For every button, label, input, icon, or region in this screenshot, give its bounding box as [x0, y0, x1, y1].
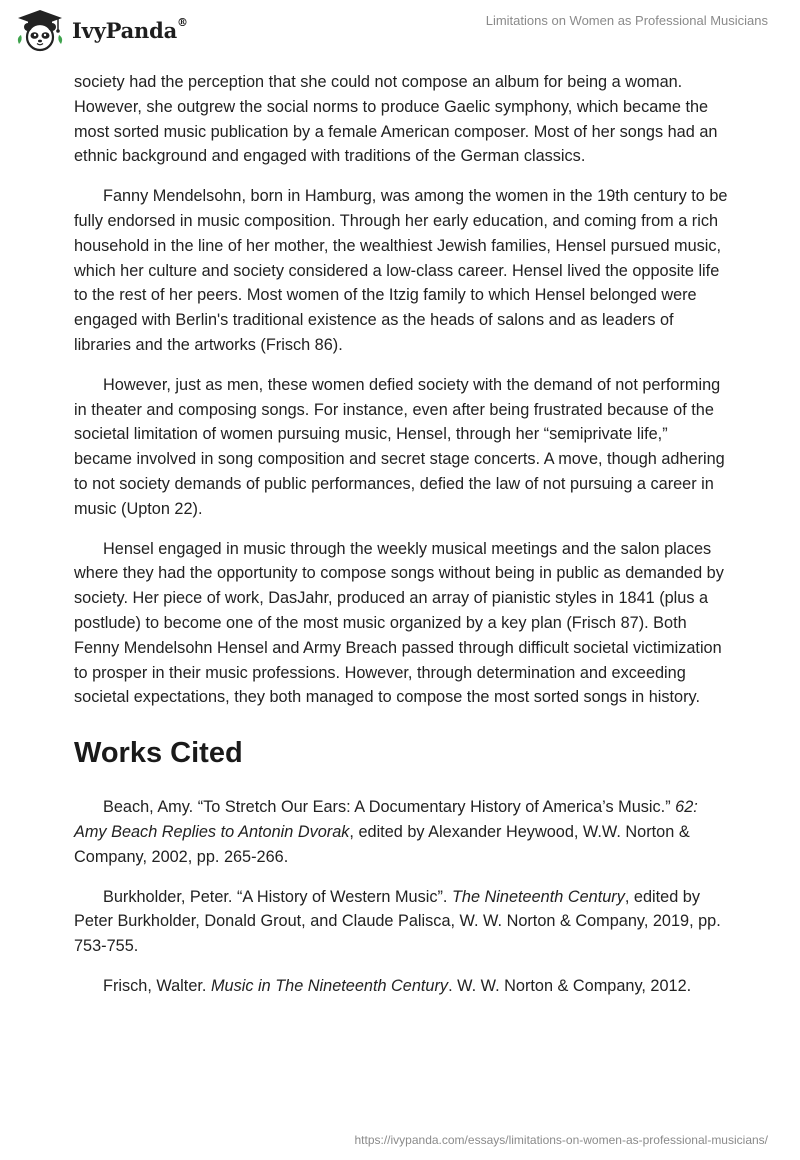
citation-text: , edited by Peter Burkholder, Donald Grout, and Claude Palisca, W. W. Norton & Company, 2019, pp. 753-755. — [74, 887, 721, 956]
citation-text: Burkholder, Peter. “A History of Western Music”. — [103, 887, 452, 906]
body-paragraph: society had the perception that she could not compose an album for being a woman. However, she outgrew the social norms to produce Gaelic symphony, which became the most sorted music publication by a female American composer. Most of her songs had an ethnic background and engaged with traditions of the German classics. — [74, 73, 718, 166]
citation-title: Music in The Nineteenth Century — [210, 976, 449, 995]
body-paragraph: However, just as men, these women defied society with the demand of not performing in theater and composing songs. For instance, even after being frustrated because of the societal limitation of women pursuing music, Hensel, through her “semiprivate life,” became involved in song composition and secret stage concerts. A move, though adhering to not society demands of public performances, defied the law of not pursuing a career in music (Upton 22). — [74, 375, 725, 518]
source-url[interactable]: https://ivypanda.com/essays/limitations-on-women-as-professional-musicians/ — [354, 1133, 768, 1147]
citation-text: Beach, Amy. “To Stretch Our Ears: A Documentary History of America’s Music.” — [103, 798, 676, 817]
page-header — [0, 0, 800, 62]
panda-graduate-icon — [14, 8, 66, 52]
essay-content — [74, 70, 730, 1014]
citation-text: , edited by Alexander Heywood, W.W. Norton & Company, 2002, pp. 265-266. — [74, 822, 690, 866]
citation-entry — [74, 885, 730, 959]
document-title: Limitations on Women as Professional Musicians — [485, 13, 768, 28]
citation-entry — [74, 795, 730, 869]
citation-text: . W. W. Norton & Company, 2012. — [448, 976, 692, 995]
works-cited-heading: Works Cited — [74, 737, 243, 770]
body-paragraph: Hensel engaged in music through the weekly musical meetings and the salon places where they had the opportunity to compose songs without being in public as demanded by society. Her piece of work, DasJahr, produced an array of pianistic styles in 1841 (plus a postlude) to become one of the most music organized by a key plan (Frisch 87). Both Fenny Mendelsohn Hensel and Army Breach passed through difficult societal victimization to prosper in their music professions. However, through determination and exceeding societal expectations, they both managed to compose the most sorted songs in history. — [74, 539, 724, 707]
citation-text: Frisch, Walter. — [103, 976, 211, 995]
ivypanda-logo[interactable] — [14, 8, 188, 52]
citation-entry — [74, 974, 730, 999]
body-paragraph: Fanny Mendelsohn, born in Hamburg, was among the women in the 19th century to be fully endorsed in music composition. Through her early education, and coming from a rich household in the line of her mother, the wealthiest Jewish families, Hensel pursued music, which her culture and society considered a low-class career. Hensel lived the opposite life to the rest of her peers. Most women of the Itzig family to which Hensel belonged were engaged with Berlin's traditional existence as the heads of salons and as leaders of libraries and the artworks (Frisch 86). — [74, 187, 728, 354]
citation-title: 62: Amy Beach Replies to Antonin Dvorak — [74, 798, 698, 841]
citation-title: The Nineteenth Century — [451, 887, 625, 906]
logo-text: IvyPanda® — [72, 15, 188, 43]
